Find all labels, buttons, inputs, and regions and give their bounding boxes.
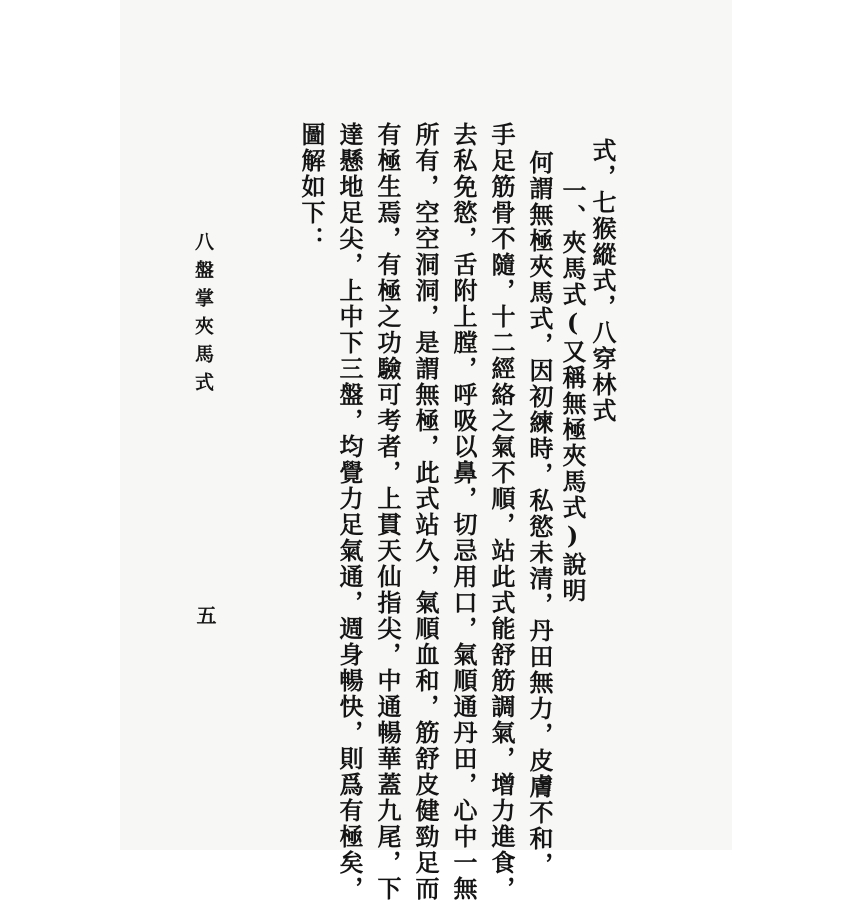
page-number: 五 [193,605,217,625]
text-line-5: 去私免慾，舌附上膛，呼吸以鼻，切忌用口，氣順通丹田，心中一無 [449,122,478,902]
book-page [120,0,732,902]
section-heading: 一、夾馬式(又稱無極夾馬式)說明 [558,178,587,604]
text-line-6: 所有，空空洞洞，是謂無極，此式站久，氣順血和，筋舒皮健勁足而 [411,122,440,902]
text-line-3: 何謂無極夾馬式，因初練時，私慾未清，丹田無力，皮膚不和， [525,150,554,878]
text-line-4: 手足筋骨不隨，十二經絡之氣不順，站此式能舒筋調氣，增力進食， [487,122,516,902]
running-title: 八盤掌夾馬式 [192,232,214,400]
text-line-8: 達懸地足尖，上中下三盤，均覺力足氣通，週身暢快，則爲有極矣， [335,122,364,902]
text-line-1: 式，七猴縱式，八穿林式 [588,138,617,424]
text-line-9: 圖解如下： [297,122,326,252]
text-line-7: 有極生焉，有極之功驗可考者，上貫天仙指尖，中通暢華蓋九尾，下 [373,122,402,902]
